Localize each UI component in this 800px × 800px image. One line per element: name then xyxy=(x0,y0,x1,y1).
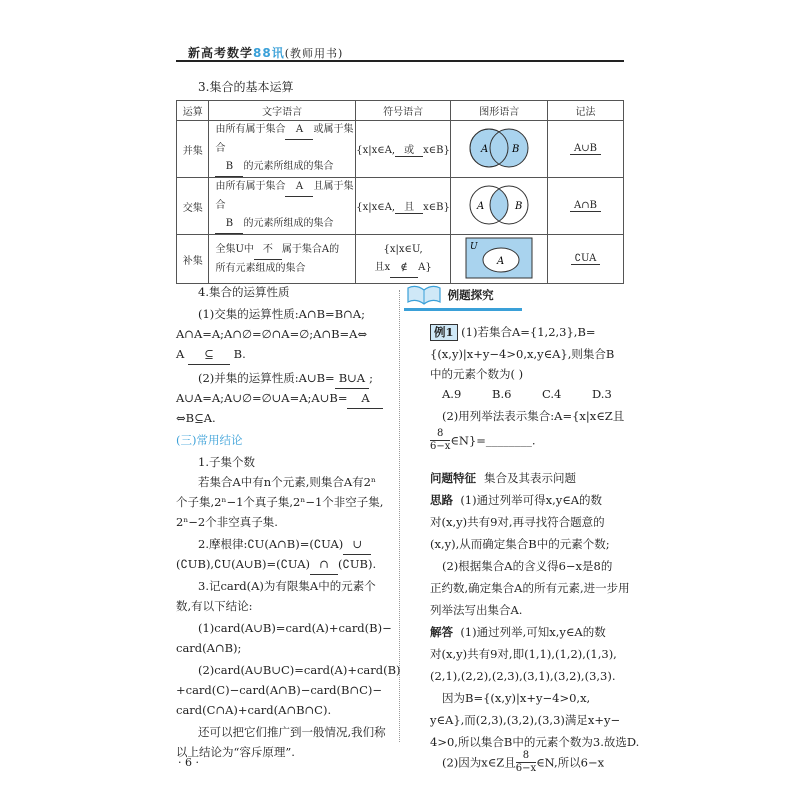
col-header: 符号语言 xyxy=(355,101,451,121)
table-row xyxy=(177,178,624,235)
ex1-options xyxy=(442,384,632,404)
c3-e: (2)card(A∪B∪C)=card(A)+card(B) xyxy=(198,663,401,677)
col-header: 记法 xyxy=(548,101,624,121)
venn-intersection xyxy=(451,178,548,235)
think-c: (x,y),从而确定集合B中的元素个数; xyxy=(430,537,610,551)
venn-label-a: A xyxy=(481,143,489,155)
venn-complement-diagram xyxy=(464,236,534,280)
think-a: 思路 (1)通过列举可得x,y∈A的数 xyxy=(430,493,603,507)
ex1-a: 例1 (1)若集合A={1,2,3},B= xyxy=(430,322,596,342)
running-header xyxy=(188,44,343,61)
option: C.4 xyxy=(542,387,562,401)
s4-p1c: A ⊆ B. xyxy=(176,344,246,365)
ans2: (2)因为x∈Z且 $\frac{8}{6-x}$ ∈N,所以6−x xyxy=(442,750,605,774)
header-xun: 讯 xyxy=(271,46,285,60)
example-badge: 例1 xyxy=(430,324,458,341)
venn-label-b: B xyxy=(512,143,520,155)
c3-d: card(A∩B); xyxy=(176,641,242,655)
c3-g: card(C∩A)+card(A∩B∩C). xyxy=(176,703,332,717)
symbol-language: {x|x∈A, 且 x∈B} xyxy=(355,178,451,235)
venn-complement xyxy=(451,235,548,284)
option: A.9 xyxy=(442,387,462,401)
ex1-c: 中的元素个数为( ) xyxy=(430,367,524,381)
feature-line: 问题特征 集合及其表示问题 xyxy=(430,471,577,485)
op-name: 并集 xyxy=(177,121,209,178)
operations-table xyxy=(176,100,624,284)
text-language: 由所有属于集合 A 或属于集合 B 的元素所组成的集合 xyxy=(209,121,355,178)
ans-c: (2,1),(2,2),(2,3),(3,1),(3,2),(3,3). xyxy=(430,669,616,683)
banner-underline xyxy=(404,308,522,311)
ex2-a: (2)用列举法表示集合:A={x|x∈Z且 xyxy=(442,409,625,423)
c3-i: 以上结论为“容斥原理”. xyxy=(176,745,295,759)
c3-f: +card(C)−card(A∩B)−card(B∩C)− xyxy=(176,683,383,697)
header-title: 新高考数学 xyxy=(188,46,254,60)
venn-union xyxy=(451,121,548,178)
think-e: 正约数,确定集合A的所有元素,进一步用 xyxy=(430,581,630,595)
s4-p2b: A∪A=A;A∪∅=∅∪A=A;A∪B= A xyxy=(176,388,383,409)
book-icon xyxy=(404,282,444,308)
example-banner: 例题探究 xyxy=(404,282,494,308)
ex1-b: {(x,y)|x+y−4>0,x,y∈A},则集合B xyxy=(430,347,615,361)
page-number: · 6 · xyxy=(178,756,199,769)
venn-label-u: U xyxy=(470,241,478,252)
op-name: 补集 xyxy=(177,235,209,284)
ans-f: 4>0,所以集合B中的元素个数为3.故选D. xyxy=(430,735,640,749)
sub-title-conclusions: (三)常用结论 xyxy=(176,433,243,447)
notation: A∩B xyxy=(548,178,624,235)
symbol-language: {x|x∈U, 且x ∉ A} xyxy=(355,235,451,284)
header-edition: (教师用书) xyxy=(284,47,344,60)
s4-p1b: A∩A=A;A∩∅=∅∩A=∅;A∩B=A⇔ xyxy=(176,327,368,341)
s4-p2c: ⇔B⊆A. xyxy=(176,411,216,425)
venn-label-a: A xyxy=(497,255,505,267)
c1-c: 2ⁿ−2个非空真子集. xyxy=(176,515,278,529)
c2-a: 2.摩根律:∁U(A∩B)=(∁UA) ∪ xyxy=(198,534,371,555)
ex2-b: $\frac{8}{6-x}$ ∈N}=________. xyxy=(430,428,536,452)
ans-e: y∈A},而(2,3),(3,2),(3,3)满足x+y− xyxy=(430,713,621,727)
s4-p1a: (1)交集的运算性质:A∩B=B∩A; xyxy=(198,307,365,321)
c3-b: 数,有以下结论: xyxy=(176,599,253,613)
text-language: 由所有属于集合 A 且属于集合 B 的元素所组成的集合 xyxy=(209,178,355,235)
header-number: 88 xyxy=(253,46,272,60)
venn-label-b: B xyxy=(515,200,523,212)
header-rule xyxy=(176,60,624,62)
notation: A∪B xyxy=(548,121,624,178)
table-row xyxy=(177,235,624,284)
s4-title: 4.集合的运算性质 xyxy=(198,285,290,299)
col-header: 图形语言 xyxy=(451,101,548,121)
text-language: 全集U中 不 属于集合A的 所有元素组成的集合 xyxy=(209,235,355,284)
think-f: 列举法写出集合A. xyxy=(430,603,523,617)
notation: ∁UA xyxy=(548,235,624,284)
c1-title: 1.子集个数 xyxy=(198,455,255,469)
s4-p2a: (2)并集的运算性质:A∪B= B∪A ; xyxy=(198,368,373,389)
option: D.3 xyxy=(592,387,612,401)
think-d: (2)根据集合A的含义得6−x是8的 xyxy=(442,559,613,573)
venn-label-a: A xyxy=(477,200,485,212)
col-header: 文字语言 xyxy=(209,101,355,121)
c2-b: (∁UB),∁U(A∪B)=(∁UA) ∩ (∁UB). xyxy=(176,554,376,575)
think-b: 对(x,y)共有9对,再寻找符合题意的 xyxy=(430,515,605,529)
venn-union-diagram xyxy=(459,126,539,170)
symbol-language: {x|x∈A, 或 x∈B} xyxy=(355,121,451,178)
op-name: 交集 xyxy=(177,178,209,235)
c3-c: (1)card(A∪B)=card(A)+card(B)− xyxy=(198,621,392,635)
c1-a: 若集合A中有n个元素,则集合A有2ⁿ xyxy=(198,475,376,489)
table-row xyxy=(177,121,624,178)
c1-b: 个子集,2ⁿ−1个真子集,2ⁿ−1个非空子集, xyxy=(176,495,384,509)
ans-b: 对(x,y)共有9对,即(1,1),(1,2),(1,3), xyxy=(430,647,617,661)
venn-intersection-diagram xyxy=(459,183,539,227)
c3-a: 3.记card(A)为有限集A中的元素个 xyxy=(198,579,376,593)
option: B.6 xyxy=(492,387,512,401)
section-title: 3.集合的基本运算 xyxy=(198,80,294,94)
ans-a: 解答 (1)通过列举,可知x,y∈A的数 xyxy=(430,625,606,639)
ans-d: 因为B={(x,y)|x+y−4>0,x, xyxy=(442,691,591,705)
c3-h: 还可以把它们推广到一般情况,我们称 xyxy=(198,725,386,739)
col-header: 运算 xyxy=(177,101,209,121)
